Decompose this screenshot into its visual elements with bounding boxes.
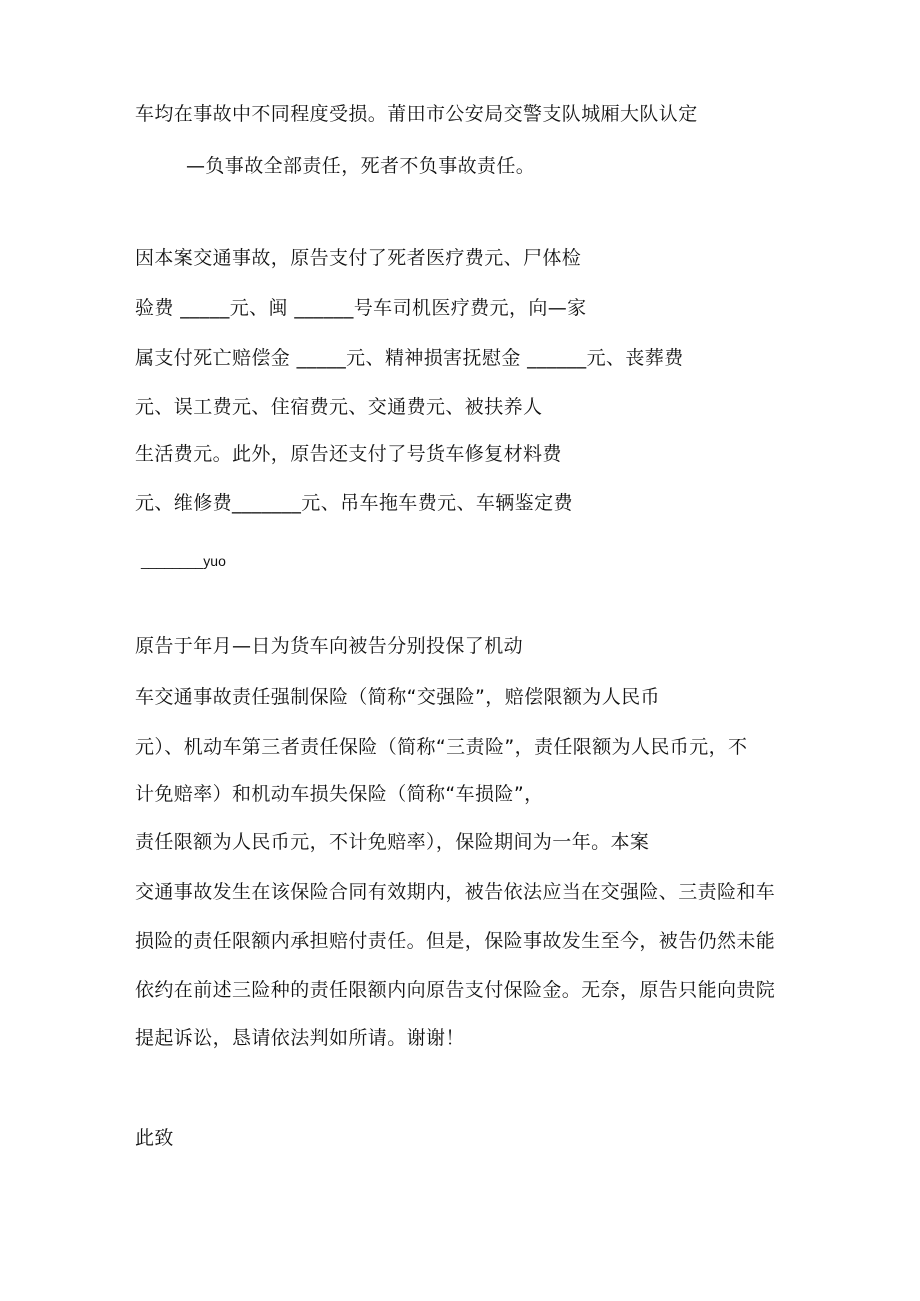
document-line: 责任限额为人民币元，不计免赔率），保险期间为一年。本案	[135, 831, 650, 853]
document-line: 元、维修费_______元、吊车拖车费元、车辆鉴定费	[135, 492, 573, 514]
document-line: 交通事故发生在该保险合同有效期内，被告依法应当在交强险、三责险和车	[135, 881, 776, 903]
document-line: 计免赔率）和机动车损失保险（简称“车损险”，	[135, 783, 544, 805]
document-line: 车均在事故中不同程度受损。莆田市公安局交警支队城厢大队认定	[135, 103, 698, 125]
document-line: 因本案交通事故，原告支付了死者医疗费元、尸体检	[135, 247, 582, 269]
document-line: —负事故全部责任，死者不负事故责任。	[186, 155, 536, 177]
document-line: 属支付死亡赔偿金 _____元、精神损害抚慰金 ______元、丧葬费	[135, 347, 684, 369]
document-line: 验费 _____元、闽 ______号车司机医疗费元，向—家	[135, 297, 587, 319]
document-line: 元）、机动车第三者责任保险（简称“三责险”，责任限额为人民币元，不	[135, 736, 748, 758]
document-line: 元、误工费元、住宿费元、交通费元、被扶养人	[135, 396, 543, 418]
document-line: ________yuo	[141, 553, 226, 569]
document-line: 车交通事故责任强制保险（简称“交强险”，赔偿限额为人民币	[135, 686, 660, 708]
document-line: 生活费元。此外，原告还支付了号货车修复材料费	[135, 443, 562, 465]
document-line: 提起诉讼，恳请依法判如所请。谢谢！	[135, 1027, 465, 1049]
document-line: 原告于年月—日为货车向被告分别投保了机动	[135, 635, 524, 657]
document-line: 依约在前述三险种的责任限额内向原告支付保险金。无奈，原告只能向贵院	[135, 979, 776, 1001]
closing-line: 此致	[135, 1127, 174, 1149]
document-line: 损险的责任限额内承担赔付责任。但是，保险事故发生至今，被告仍然未能	[135, 930, 776, 952]
